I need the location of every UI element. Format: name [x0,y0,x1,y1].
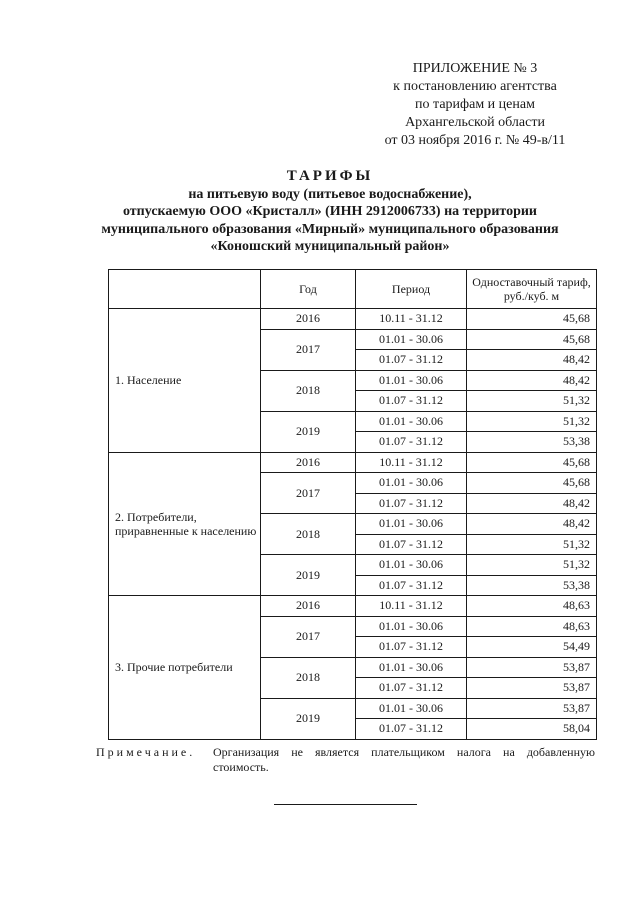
appendix-line: Архангельской области [405,115,545,130]
appendix-line: ПРИЛОЖЕНИЕ № 3 [412,61,538,76]
tariff-value-cell: 48,63 [467,596,597,617]
period-cell: 01.01 - 30.06 [356,657,467,678]
tariff-value-cell: 51,32 [467,534,597,555]
tariff-value-cell: 45,68 [467,329,597,350]
tariff-value-cell: 53,38 [467,432,597,453]
period-cell: 01.01 - 30.06 [356,411,467,432]
period-cell: 10.11 - 31.12 [356,452,467,473]
header-period: Период [356,270,467,309]
tariff-value-cell: 58,04 [467,719,597,740]
year-cell: 2018 [261,370,356,411]
tariff-value-cell: 53,87 [467,657,597,678]
tariff-value-cell: 51,32 [467,391,597,412]
period-cell: 01.01 - 30.06 [356,514,467,535]
appendix-block [360,60,590,150]
year-cell: 2017 [261,616,356,657]
tariff-value-cell: 48,42 [467,350,597,371]
appendix-line: от 03 ноября 2016 г. № 49-в/11 [384,133,566,148]
period-cell: 01.07 - 31.12 [356,719,467,740]
header-year: Год [261,270,356,309]
title-main: ТАРИФЫ [286,168,374,184]
year-cell: 2016 [261,452,356,473]
year-cell: 2019 [261,411,356,452]
header-group [109,270,261,309]
tariff-table [108,269,597,740]
appendix-line: к постановлению агентства [393,79,557,94]
tariff-value-cell: 48,42 [467,514,597,535]
table-row [109,596,597,617]
period-cell: 10.11 - 31.12 [356,596,467,617]
tariff-value-cell: 45,68 [467,452,597,473]
tariff-value-cell: 53,87 [467,698,597,719]
title-line: муниципального образования «Мирный» муниципального образования [101,221,559,237]
tariff-value-cell: 53,87 [467,678,597,699]
tariff-value-cell: 45,68 [467,473,597,494]
year-cell: 2019 [261,555,356,596]
title-line: «Коношский муниципальный район» [210,239,450,254]
consumer-group-cell: 1. Население [109,309,261,453]
tariff-value-cell: 51,32 [467,411,597,432]
year-cell: 2016 [261,309,356,330]
header-tariff: Одноставочный тариф, руб./куб. м [467,270,597,309]
tariff-value-cell: 51,32 [467,555,597,576]
table-row [109,452,597,473]
period-cell: 01.01 - 30.06 [356,555,467,576]
period-cell: 10.11 - 31.12 [356,309,467,330]
tariff-value-cell: 45,68 [467,309,597,330]
tariff-value-cell: 48,42 [467,493,597,514]
document-title [60,168,600,256]
period-cell: 01.07 - 31.12 [356,350,467,371]
period-cell: 01.07 - 31.12 [356,432,467,453]
tariff-value-cell: 48,42 [467,370,597,391]
year-cell: 2016 [261,596,356,617]
title-line: отпускаемую ООО «Кристалл» (ИНН 2912006733) на территории [122,204,537,219]
period-cell: 01.07 - 31.12 [356,637,467,658]
year-cell: 2017 [261,329,356,370]
period-cell: 01.07 - 31.12 [356,678,467,699]
period-cell: 01.01 - 30.06 [356,473,467,494]
year-cell: 2019 [261,698,356,739]
note-text: Организация не является плательщиком налога на добавленную стоимость. [213,745,595,774]
title-line: на питьевую воду (питьевое водоснабжение), [188,186,472,202]
period-cell: 01.01 - 30.06 [356,370,467,391]
period-cell: 01.07 - 31.12 [356,493,467,514]
period-cell: 01.01 - 30.06 [356,616,467,637]
tariff-value-cell: 48,63 [467,616,597,637]
period-cell: 01.07 - 31.12 [356,575,467,596]
consumer-group-cell: 2. Потребители, приравненные к населению [109,452,261,596]
period-cell: 01.01 - 30.06 [356,698,467,719]
year-cell: 2018 [261,657,356,698]
table-row [109,309,597,330]
period-cell: 01.01 - 30.06 [356,329,467,350]
period-cell: 01.07 - 31.12 [356,391,467,412]
year-cell: 2018 [261,514,356,555]
tariff-value-cell: 53,38 [467,575,597,596]
appendix-line: по тарифам и ценам [415,97,535,112]
period-cell: 01.07 - 31.12 [356,534,467,555]
year-cell: 2017 [261,473,356,514]
tariff-value-cell: 54,49 [467,637,597,658]
table-header-row [109,270,597,309]
separator-line [274,804,417,805]
consumer-group-cell: 3. Прочие потребители [109,596,261,740]
note-label: Примечание. [96,745,196,759]
